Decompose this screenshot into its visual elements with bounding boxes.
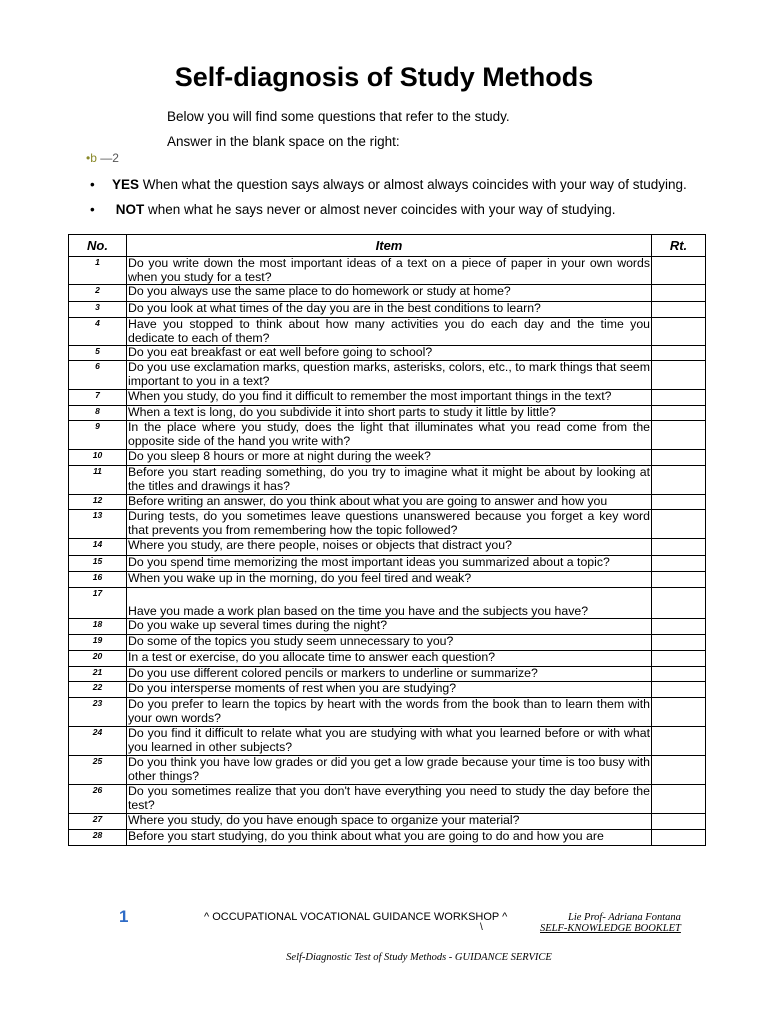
- question-number: 13: [69, 510, 127, 539]
- question-number: 9: [69, 421, 127, 450]
- answer-cell[interactable]: [652, 510, 706, 539]
- question-text: Do you find it difficult to relate what you are studying with what you learned before or with what you learned in other subjects?: [128, 726, 650, 754]
- table-row: [69, 466, 706, 495]
- table-row: [69, 572, 706, 588]
- header-item: Item: [127, 235, 652, 257]
- table-row: [69, 651, 706, 667]
- question-text: Do you prefer to learn the topics by heart with the words from the book than to learn them with your own words?: [128, 697, 650, 725]
- question-text: Do you use different colored pencils or markers to underline or summarize?: [127, 667, 652, 682]
- footer-service: Self-Diagnostic Test of Study Methods - GUIDANCE SERVICE: [286, 952, 552, 963]
- question-text: Do you use exclamation marks, question marks, asterisks, colors, etc., to mark things that seem important to you in a text?: [128, 360, 650, 388]
- table-row: [69, 495, 706, 510]
- answer-cell[interactable]: [652, 302, 706, 318]
- table-row: [69, 421, 706, 450]
- table-header-row: [69, 235, 706, 257]
- answer-cell[interactable]: [652, 785, 706, 814]
- answer-cell[interactable]: [652, 318, 706, 346]
- table-row: [69, 667, 706, 682]
- question-number: 20: [69, 651, 127, 667]
- questions-body: [69, 257, 706, 846]
- answer-cell[interactable]: [652, 285, 706, 302]
- question-number: 25: [69, 756, 127, 785]
- question-number: 26: [69, 785, 127, 814]
- answer-cell[interactable]: [652, 556, 706, 572]
- answer-cell[interactable]: [652, 466, 706, 495]
- question-text: Do you eat breakfast or eat well before going to school?: [127, 346, 652, 361]
- question-text: Do you write down the most important ideas of a text on a piece of paper in your own words when you study for a test?: [128, 256, 650, 284]
- no-label: NOT: [115, 202, 145, 217]
- question-text: Do you think you have low grades or did you get a low grade because your time is too busy with other things?: [128, 755, 650, 783]
- question-number: 18: [69, 619, 127, 635]
- question-text: Do you always use the same place to do homework or study at home?: [127, 285, 652, 302]
- question-number: 16: [69, 572, 127, 588]
- answer-cell[interactable]: [652, 814, 706, 830]
- margin-marker: [86, 151, 119, 165]
- table-row: [69, 830, 706, 846]
- question-number: 19: [69, 635, 127, 651]
- answer-cell[interactable]: [652, 539, 706, 556]
- question-number: 4: [69, 318, 127, 346]
- table-row: [69, 682, 706, 698]
- yes-label: YES: [112, 177, 140, 192]
- question-text: Do you look at what times of the day you are in the best conditions to learn?: [127, 302, 652, 318]
- table-row: [69, 785, 706, 814]
- answer-cell[interactable]: [652, 450, 706, 466]
- answer-cell[interactable]: [652, 361, 706, 390]
- question-text: Do you sometimes realize that you don't have everything you need to study the day before the test?: [128, 784, 650, 812]
- answer-cell[interactable]: [652, 635, 706, 651]
- table-row: [69, 406, 706, 421]
- question-number: 3: [69, 302, 127, 318]
- table-row: [69, 361, 706, 390]
- intro-line-1: Below you will find some questions that refer to the study.: [167, 109, 510, 124]
- question-text: In a test or exercise, do you allocate time to answer each question?: [127, 651, 652, 667]
- question-text: Before you start reading something, do you try to imagine what it might be about by looking at the titles and drawings it has?: [128, 465, 650, 493]
- footer-slash: \: [480, 922, 483, 933]
- answer-cell[interactable]: [652, 756, 706, 785]
- table-row: [69, 318, 706, 346]
- question-number: 21: [69, 667, 127, 682]
- header-rt: Rt.: [652, 235, 706, 257]
- question-number: 6: [69, 361, 127, 390]
- table-row: [69, 450, 706, 466]
- question-text: Do you sleep 8 hours or more at night during the week?: [127, 450, 652, 466]
- question-number: 10: [69, 450, 127, 466]
- table-row: [69, 814, 706, 830]
- question-text: Before you start studying, do you think about what you are going to do and how you are: [127, 830, 652, 846]
- question-number: 5: [69, 346, 127, 361]
- question-text: In the place where you study, does the light that illuminates what you read come from the opposite side of the hand you write with?: [128, 420, 650, 448]
- question-number: 27: [69, 814, 127, 830]
- answer-cell[interactable]: [652, 682, 706, 698]
- question-number: 24: [69, 727, 127, 756]
- table-row: [69, 698, 706, 727]
- question-number: 17: [69, 588, 127, 619]
- table-row: [69, 539, 706, 556]
- intro-line-2: Answer in the blank space on the right:: [167, 134, 400, 149]
- question-text: Where you study, do you have enough space to organize your material?: [127, 814, 652, 830]
- table-row: [69, 556, 706, 572]
- table-row: [69, 756, 706, 785]
- table-row: [69, 346, 706, 361]
- question-text: Do you intersperse moments of rest when you are studying?: [127, 682, 652, 698]
- no-text: when what he says never or almost never coincides with your way of studying.: [148, 202, 616, 217]
- legend-no: [90, 202, 616, 217]
- question-number: 8: [69, 406, 127, 421]
- question-text: Do you wake up several times during the night?: [127, 619, 652, 635]
- answer-cell[interactable]: [652, 406, 706, 421]
- table-row: [69, 588, 706, 619]
- question-text: Do you spend time memorizing the most important ideas you summarized about a topic?: [127, 556, 652, 572]
- question-number: 7: [69, 390, 127, 406]
- question-text: Before writing an answer, do you think about what you are going to answer and how you: [127, 495, 652, 510]
- table-row: [69, 510, 706, 539]
- answer-cell[interactable]: [652, 619, 706, 635]
- header-no: No.: [69, 235, 127, 257]
- answer-cell[interactable]: [652, 727, 706, 756]
- answer-cell[interactable]: [652, 651, 706, 667]
- footer-workshop: ^ OCCUPATIONAL VOCATIONAL GUIDANCE WORKSHOP ^: [204, 911, 508, 923]
- question-number: 14: [69, 539, 127, 556]
- table-row: [69, 302, 706, 318]
- question-text: When you wake up in the morning, do you feel tired and weak?: [127, 572, 652, 588]
- marker-b: •b: [86, 151, 97, 165]
- question-number: 28: [69, 830, 127, 846]
- question-text: During tests, do you sometimes leave questions unanswered because you forget a key word that prevents you from remembering how the topic followed?: [128, 509, 650, 537]
- page-number: 1: [119, 907, 129, 926]
- page-title: Self-diagnosis of Study Methods: [174, 62, 594, 92]
- yes-text: When what the question says always or almost always coincides with your way of studying.: [142, 177, 687, 192]
- table-row: [69, 727, 706, 756]
- question-number: 2: [69, 285, 127, 302]
- answer-cell[interactable]: [652, 830, 706, 846]
- questions-table: [68, 234, 706, 846]
- legend-yes: [90, 177, 687, 192]
- footer-booklet: SELF-KNOWLEDGE BOOKLET: [540, 923, 681, 934]
- question-number: 22: [69, 682, 127, 698]
- question-text: Have you made a work plan based on the time you have and the subjects you have?: [127, 588, 652, 619]
- question-text: Where you study, are there people, noises or objects that distract you?: [127, 539, 652, 556]
- answer-cell[interactable]: [652, 421, 706, 450]
- bullet-icon: •: [90, 177, 95, 192]
- table-row: [69, 635, 706, 651]
- table-row: [69, 285, 706, 302]
- answer-cell[interactable]: [652, 667, 706, 682]
- answer-cell[interactable]: [652, 698, 706, 727]
- answer-cell[interactable]: [652, 572, 706, 588]
- question-number: 12: [69, 495, 127, 510]
- question-number: 1: [69, 257, 127, 285]
- answer-cell[interactable]: [652, 257, 706, 285]
- question-text: Do some of the topics you study seem unnecessary to you?: [127, 635, 652, 651]
- answer-cell[interactable]: [652, 390, 706, 406]
- answer-cell[interactable]: [652, 495, 706, 510]
- question-number: 23: [69, 698, 127, 727]
- question-text: When a text is long, do you subdivide it into short parts to study it little by little?: [127, 406, 652, 421]
- question-number: 11: [69, 466, 127, 495]
- table-row: [69, 619, 706, 635]
- table-row: [69, 390, 706, 406]
- question-text: Have you stopped to think about how many activities you do each day and the time you dedicate to each of them?: [128, 317, 650, 345]
- bullet-icon: •: [90, 202, 95, 217]
- question-text: When you study, do you find it difficult to remember the most important things in the text?: [127, 390, 652, 406]
- question-number: 15: [69, 556, 127, 572]
- answer-cell[interactable]: [652, 588, 706, 619]
- footer-professor: Lie Prof- Adriana Fontana: [568, 912, 681, 923]
- answer-cell[interactable]: [652, 346, 706, 361]
- table-row: [69, 257, 706, 285]
- marker-rest: —2: [100, 151, 119, 165]
